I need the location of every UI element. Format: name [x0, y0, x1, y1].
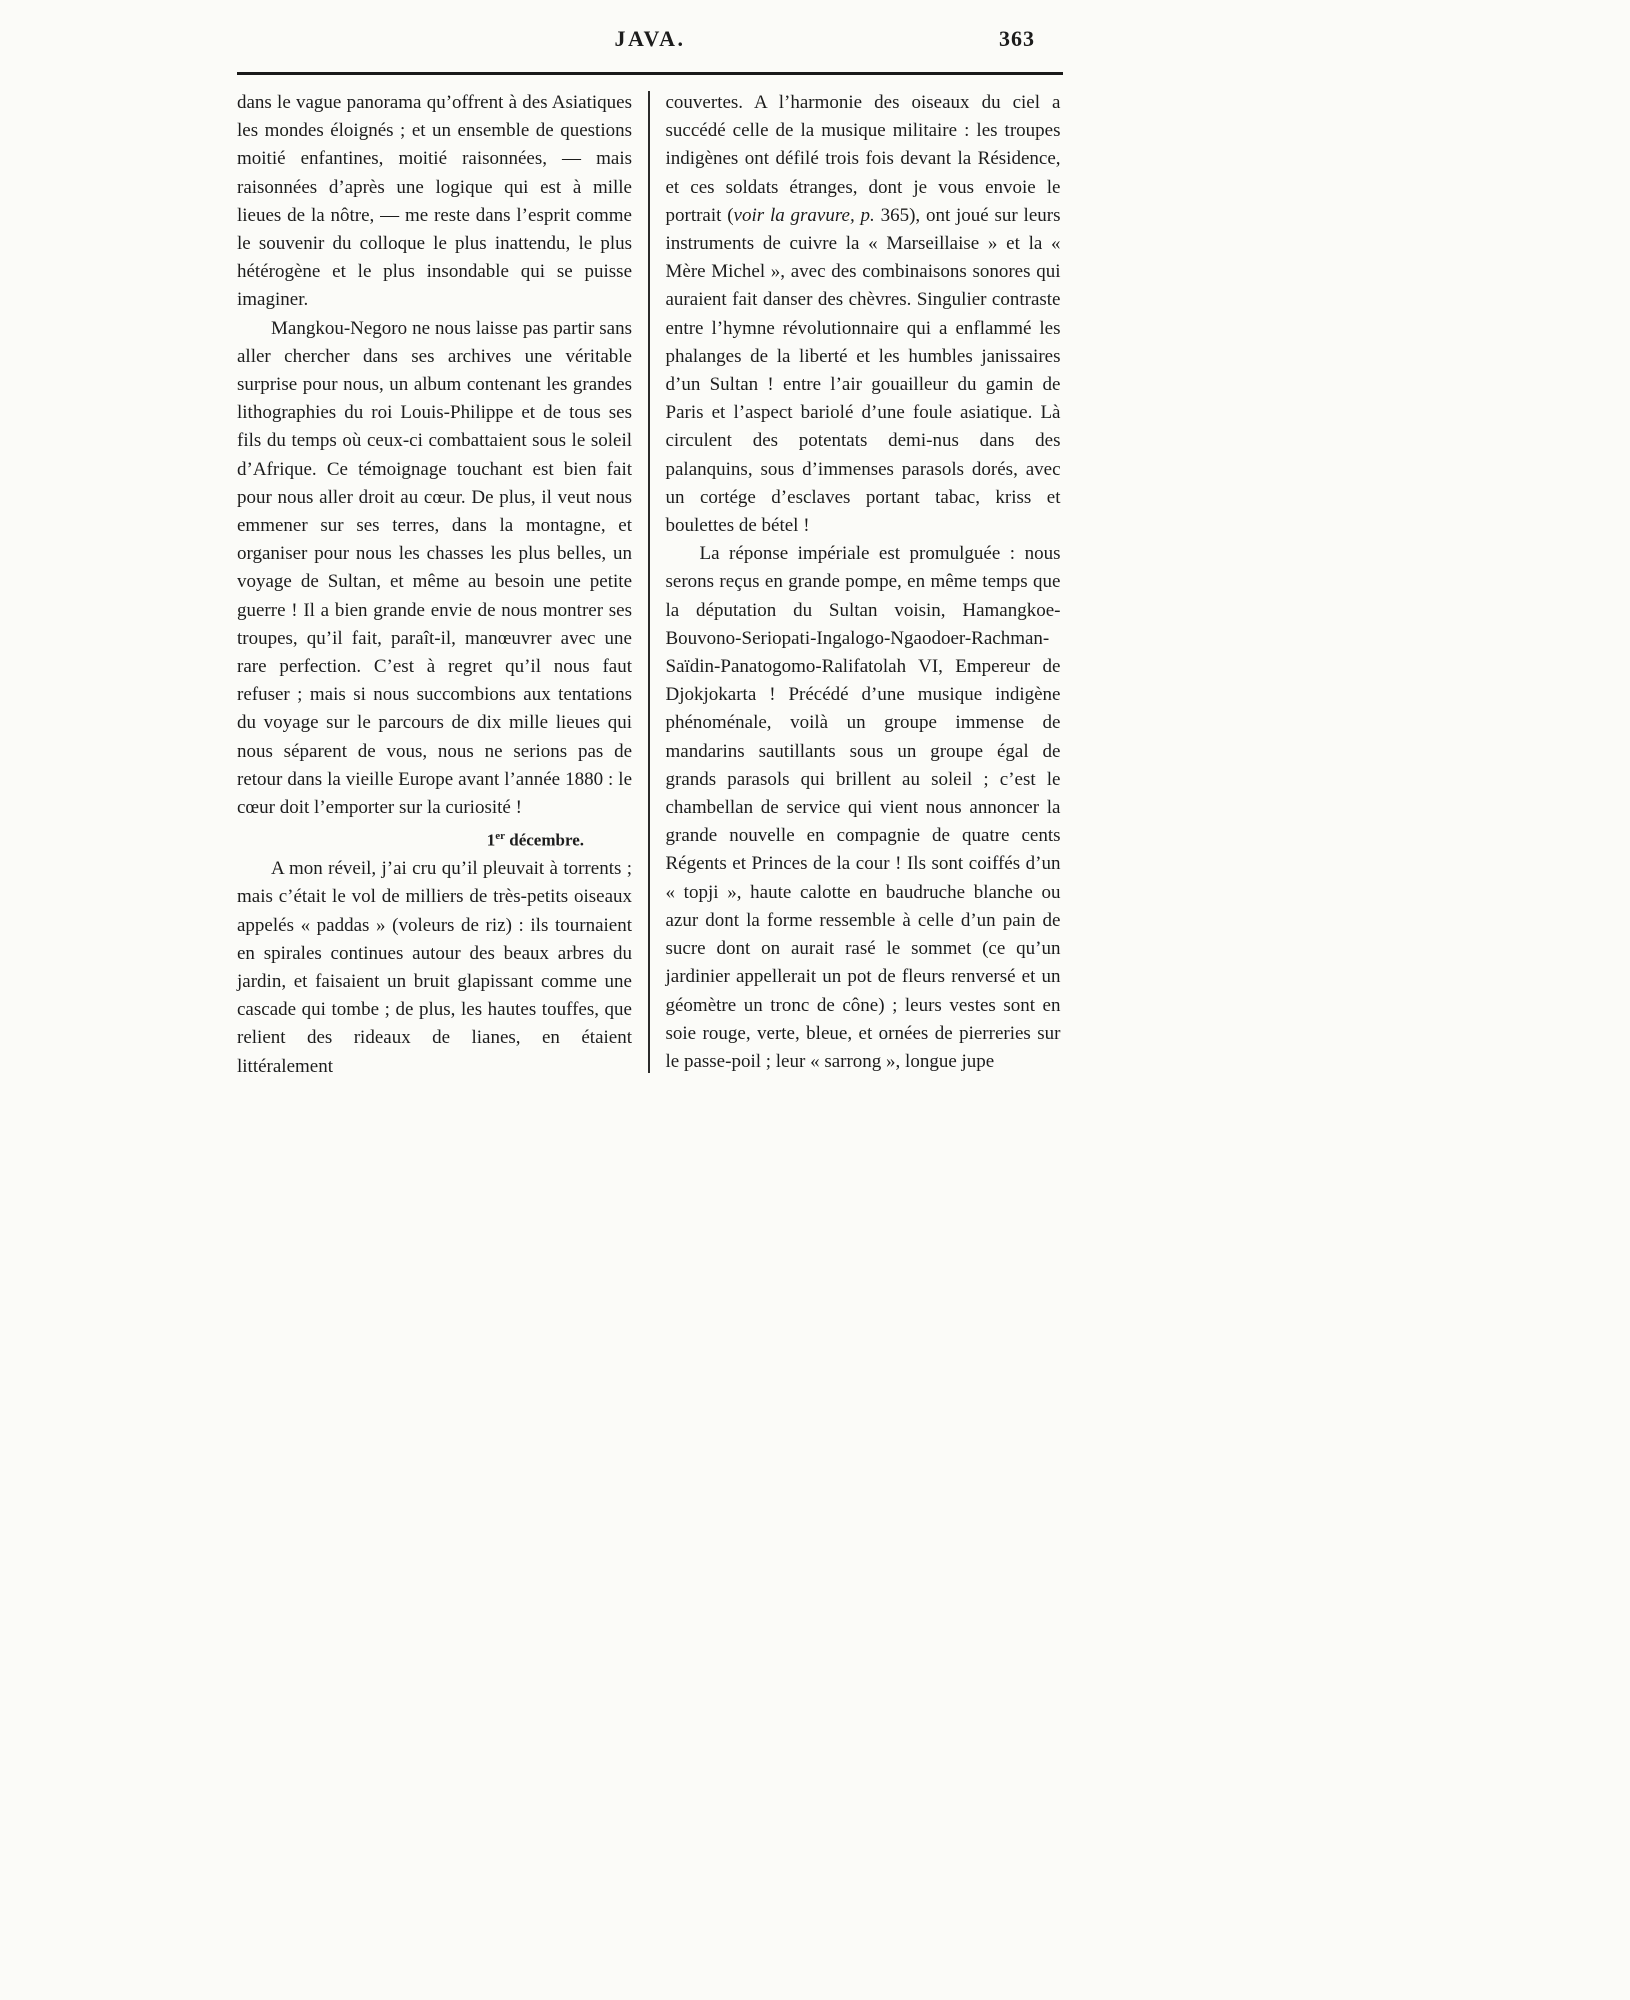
- book-page: [237, 26, 1063, 1081]
- running-title: JAVA.: [614, 26, 686, 51]
- date-number: 1: [486, 830, 496, 850]
- paragraph-segment: couvertes. A l’harmonie des oiseaux du ciel a succédé celle de la musique militaire : les troupes indigènes ont défilé trois fois devant la Résidence, et ces soldats étranges, dont je vous envoie le portrait (: [665, 92, 1061, 226]
- paragraph: dans le vague panorama qu’offrent à des Asiatiques les mondes éloignés ; et un ensemble de questions moitié enfantines, moitié raisonnées, — mais raisonnées d’après une logique qui est à mille lieues de la nôtre, — me reste dans l’esprit comme le souvenir du colloque le plus inattendu, le plus hétérogène et le plus insondable qui se puisse imaginer.: [237, 92, 632, 311]
- date-ordinal: er: [495, 830, 505, 843]
- paragraph: A mon réveil, j’ai cru qu’il pleuvait à torrents ; mais c’était le vol de milliers de très-petits oiseaux appelés « paddas » (voleurs de riz) : ils tournaient en spirales continues autour des beaux arbres du jardin, et faisaient un bruit glapissant comme une cascade qui tombe ; de plus, les hautes touffes, que relient des rideaux de lianes, en étaient littéralement: [237, 858, 632, 1077]
- paragraph: La réponse impériale est promulguée : nous serons reçus en grande pompe, en même temps que la députation du Sultan voisin, Hamangkoe-Bouvono-Seriopati-Ingalogo-Ngaodoer-Rachman-Saïdin-Panatogomo-Ralifatolah VI, Empereur de Djokjokarta ! Précédé d’une musique indigène phénoménale, voilà un groupe immense de mandarins sautillants sous un groupe égal de grands parasols qui brillent au soleil ; c’est le chambellan de service qui vient nous annoncer la grande nouvelle en compagnie de quatre cents Régents et Princes de la cour ! Ils sont coiffés d’un « topji », haute calotte en baudruche blanche ou azur dont la forme ressemble à celle d’un pain de sucre dont on aurait rasé le sommet (ce qu’un jardinier appellerait un pot de fleurs renversé et un géomètre un tronc de cône) ; leurs vestes sont en soie rouge, verte, bleue, et ornées de pierreries sur le passe-poil ; leur « sarrong », longue jupe: [665, 543, 1061, 1072]
- paragraph: Mangkou-Negoro ne nous laisse pas partir sans aller chercher dans ses archives une véritable surprise pour nous, un album contenant les grandes lithographies du roi Louis-Philippe et de tous ses fils du temps où ceux-ci combattaient sous le soleil d’Afrique. Ce témoignage touchant est bien fait pour nous aller droit au cœur. De plus, il veut nous emmener sur ses terres, dans la montagne, et organiser pour nous les chasses les plus belles, un voyage de Sultan, et même au besoin une petite guerre ! Il a bien grande envie de nous montrer ses troupes, qu’il fait, paraît-il, manœuvrer avec une rare perfection. C’est à regret qu’il nous faut refuser ; mais si nous succombions aux tentations du voyage sur le parcours de dix mille lieues qui nous séparent de vous, nous ne serions pas de retour dans la vieille Europe avant l’année 1880 : le cœur doit l’emporter sur la curiosité !: [237, 317, 632, 819]
- date-text: décembre.: [505, 830, 584, 850]
- right-column: [666, 89, 1061, 1081]
- left-column: [237, 89, 632, 1081]
- header-rule: [237, 72, 1063, 75]
- date-line: [237, 822, 632, 855]
- paragraph-segment: 365), ont joué sur leurs instruments de cuivre la « Marseillaise » et la « Mère Michel », avec des combinaisons sonores qui auraient fait danser des chèvres. Singulier contraste entre l’hymne révolutionnaire qui a enflammé les phalanges de la liberté et les humbles janissaires d’un Sultan ! entre l’air gouailleur du gamin de Paris et l’aspect bariolé d’une foule asiatique. Là circulent des potentats demi-nus dans des palanquins, sous d’immenses parasols dorés, avec un cortége d’esclaves portant tabac, kriss et boulettes de bétel !: [665, 204, 1061, 537]
- italic-citation: voir la gravure, p.: [733, 204, 875, 226]
- column-divider: [648, 91, 650, 1073]
- text-columns: [237, 89, 1063, 1081]
- paragraph: [666, 89, 1061, 540]
- page-number: 363: [999, 26, 1035, 51]
- page-header: [237, 26, 1063, 72]
